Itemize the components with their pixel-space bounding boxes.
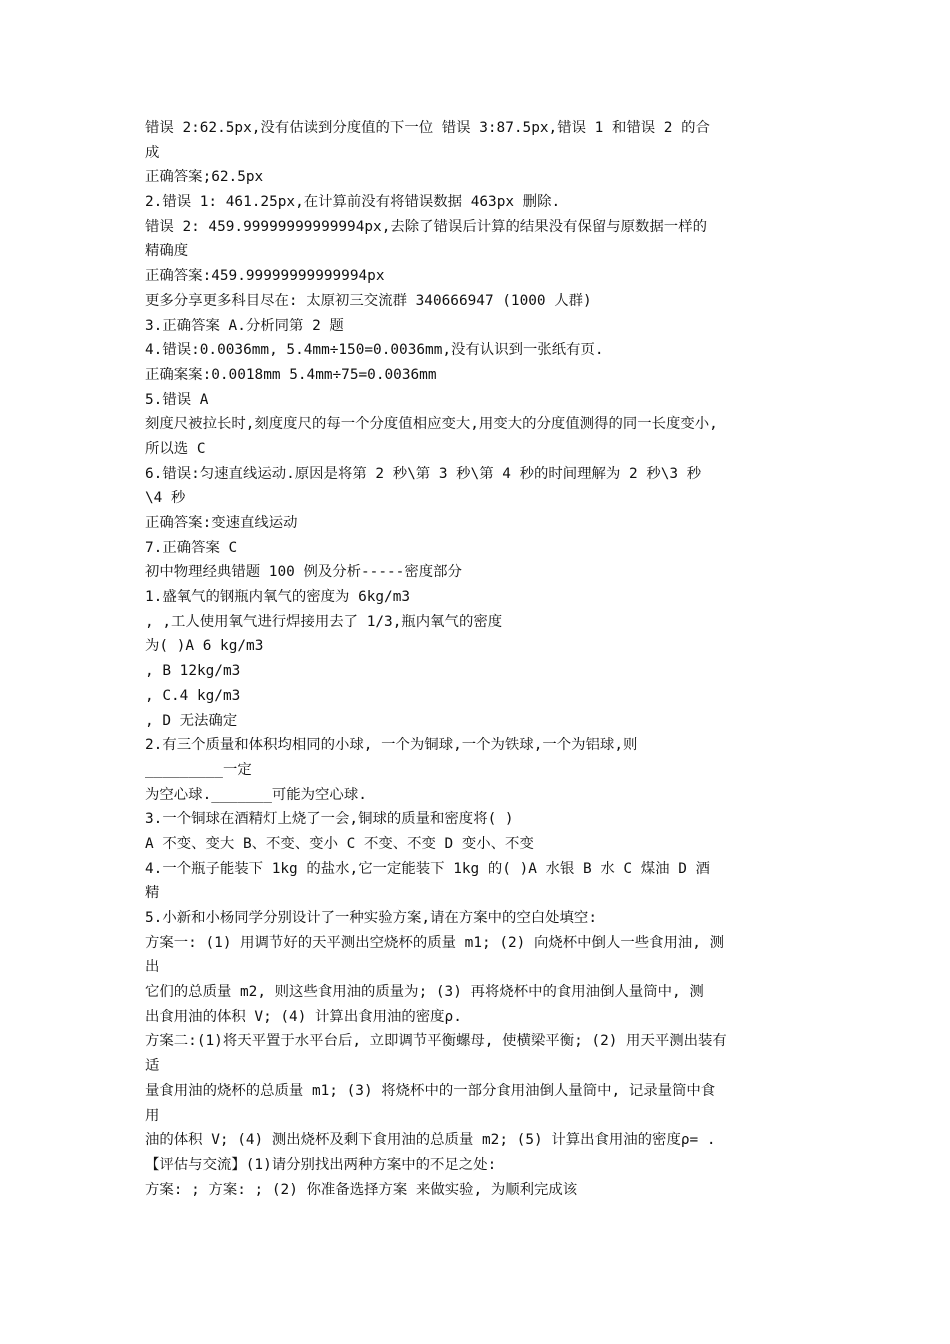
text-line: 1.盛氧气的钢瓶内氧气的密度为 6kg/m3 — [145, 589, 411, 606]
text-line: 【评估与交流】(1)请分别找出两种方案中的不足之处: — [145, 1156, 497, 1173]
text-line: 精确度 — [145, 243, 189, 260]
text-line: 2.错误 1: 461.25px,在计算前没有将错误数据 463px 删除. — [145, 194, 561, 211]
text-line: 油的体积 V; (4) 测出烧杯及剩下食用油的总质量 m2; (5) 计算出食用油的密度ρ= . — [145, 1132, 716, 1149]
text-line: 4.一个瓶子能装下 1kg 的盐水,它一定能装下 1kg 的( )A 水银 B 水 C 煤油 D 酒 — [145, 860, 710, 877]
text-line: \4 秒 — [145, 490, 186, 507]
document-text — [145, 116, 815, 1202]
text-line: _________一定 — [145, 761, 252, 778]
text-line: 4.错误:0.0036mm, 5.4mm÷150=0.0036mm,没有认识到一张纸有页. — [145, 342, 604, 359]
text-line: 5.错误 A — [145, 391, 209, 408]
text-line: 为( )A 6 kg/m3 — [145, 638, 264, 655]
text-line: , C.4 kg/m3 — [145, 687, 241, 704]
text-line: 7.正确答案 C — [145, 539, 238, 556]
text-line: 正确案案:0.0018mm 5.4mm÷75=0.0036mm — [145, 366, 437, 383]
text-line: 出食用油的体积 V; (4) 计算出食用油的密度ρ. — [145, 1008, 462, 1025]
text-line: , ,工人使用氧气进行焊接用去了 1/3,瓶内氧气的密度 — [145, 613, 503, 630]
text-line: 为空心球._______可能为空心球. — [145, 786, 367, 803]
text-line: 精 — [145, 885, 160, 902]
text-line: 适 — [145, 1058, 160, 1075]
text-line: , D 无法确定 — [145, 712, 238, 729]
text-line: A 不变、变大 B、不变、变小 C 不变、不变 D 变小、不变 — [145, 835, 534, 852]
text-line: 它们的总质量 m2, 则这些食用油的质量为; (3) 再将烧杯中的食用油倒人量筒中, 测 — [145, 984, 704, 1001]
text-line: 正确答案:459.99999999999994px — [145, 268, 385, 285]
text-line: 方案二:(1)将天平置于水平台后, 立即调节平衡螺母, 使横梁平衡; (2) 用天平测出装有 — [145, 1033, 727, 1050]
text-line: 正确答案;62.5px — [145, 169, 264, 186]
text-line: 5.小新和小杨同学分别设计了一种实验方案,请在方案中的空白处填空: — [145, 910, 597, 926]
text-line: 更多分享更多科目尽在: 太原初三交流群 340666947 (1000 人群) — [145, 292, 592, 309]
text-line: 出 — [145, 959, 160, 976]
text-line: 初中物理经典错题 100 例及分析-----密度部分 — [145, 564, 462, 581]
text-line: 2.有三个质量和体积均相同的小球, 一个为铜球,一个为铁球,一个为铝球,则 — [145, 737, 638, 754]
text-line: 错误 2:62.5px,没有估读到分度值的下一位 错误 3:87.5px,错误 1 和错误 2 的合 — [145, 120, 710, 136]
text-line: 方案一: (1) 用调节好的天平测出空烧杯的质量 m1; (2) 向烧杯中倒人一些食用油, 测 — [145, 934, 725, 951]
text-line: 3.一个铜球在酒精灯上烧了一会,铜球的质量和密度将( ) — [145, 811, 514, 828]
text-line: 刻度尺被拉长时,刻度度尺的每一个分度值相应变大,用变大的分度值测得的同一长度变小, — [145, 416, 718, 433]
text-line: 所以选 C — [145, 440, 206, 457]
text-line: 方案: ; 方案: ; (2) 你准备选择方案 来做实验, 为顺利完成该 — [145, 1181, 578, 1198]
text-line: 量食用油的烧杯的总质量 m1; (3) 将烧杯中的一部分食用油倒人量筒中, 记录量筒中食 — [145, 1082, 716, 1099]
text-line: 正确答案:变速直线运动 — [145, 515, 298, 531]
text-line: 6.错误:匀速直线运动.原因是将第 2 秒\第 3 秒\第 4 秒的时间理解为 2 秒\3 秒 — [145, 465, 702, 482]
text-line: 成 — [145, 144, 160, 161]
text-line: 错误 2: 459.99999999999994px,去除了错误后计算的结果没有保留与原数据一样的 — [145, 218, 707, 235]
text-line: 用 — [145, 1107, 160, 1124]
text-line: , B 12kg/m3 — [145, 663, 241, 680]
text-line: 3.正确答案 A.分析同第 2 题 — [145, 317, 344, 334]
